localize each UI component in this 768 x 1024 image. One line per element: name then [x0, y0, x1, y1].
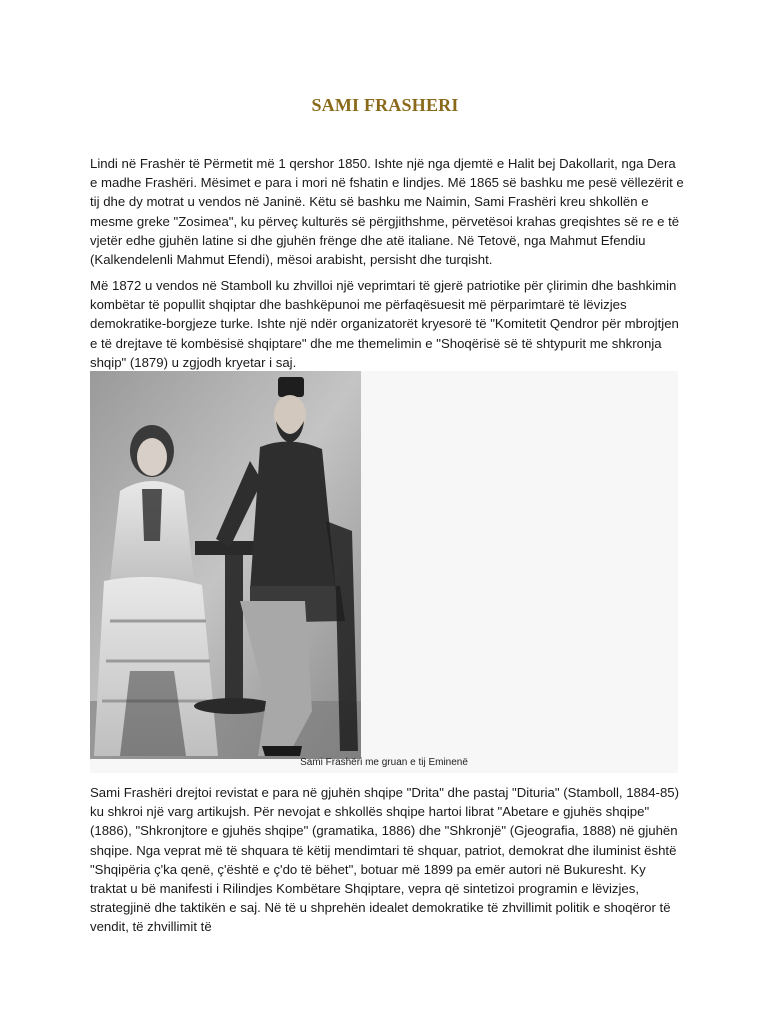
portrait-photo: [90, 371, 361, 759]
page-title: SAMI FRASHERI: [311, 95, 459, 115]
paragraph-journals: Sami Frashëri drejtoi revistat e para në gjuhën shqipe "Drita" dhe pastaj "Dituria" (Stamboll, 1884-85) ku shkroi një varg artikujsh. Për nevojat e shkollës shqipe hartoi librat "Abetare e gjuhës shqipe" (1886), "Shkronjtore e gjuhës shqipe" (gramatika, 1886) dhe "Shkronjë" (Gjeografia, 1888) në gjuhën shqipe. Nga veprat më të shquara të këtij mendimtari të shquar, patriot, demokrat dhe iluminist është "Shqipëria ç'ka qenë, ç'është e ç'do të bëhet", botuar më 1899 pa emër autori në Bukuresht. Ky traktat u bë manifesti i Rilindjes Kombëtare Shqiptare, vepra që sintetizoi programin e lëvizjes, strategjinë dhe taktikën e saj. Në të u shprehën idealet demokratike të zhvillimit politik e shoqëror të vendit, të zhvillimit të: [90, 785, 680, 935]
photo-figure: [90, 371, 678, 773]
figure-caption: Sami Frashëri me gruan e tij Eminenë: [300, 757, 468, 768]
portrait-illustration: [90, 371, 361, 759]
paragraph-istanbul: Më 1872 u vendos në Stamboll ku zhvilloi një veprimtari të gjerë patriotike për çlirimin dhe bashkimin kombëtar të popullit shqiptar dhe bashkëpunoi me përfaqësuesit më përparimtarë të lëvizjes demokratike-borgjeze turke. Ishte një ndër organizatorët kryesorë të "Komitetit Qendror për mbrojtjen e të drejtave të kombësisë shqiptare" dhe me themelimin e "Shoqërisë së të shtypurit me shkronja shqip" (1879) u zgjodh kryetar i saj.: [90, 278, 679, 370]
paragraph-birth: Lindi në Frashër të Përmetit më 1 qershor 1850. Ishte një nga djemtë e Halit bej Dakollarit, nga Dera e madhe Frashëri. Mësimet e para i mori në fshatin e lindjes. Më 1865 së bashku me pesë vëllezërit e tij dhe dy motrat u vendos në Janinë. Këtu së bashku me Naimin, Sami Frashëri kreu shkollën e mesme greke "Zosimea", ku përveç kulturës së përgjithshme, përvetësoi krahas greqishtes së re e të vjetër edhe gjuhën latine si dhe gjuhën frënge dhe atë italiane. Në Tetovë, nga Mahmut Efendiu (Kalkendelenli Mahmut Efendi), mësoi arabisht, persisht dhe turqisht.: [90, 156, 684, 268]
